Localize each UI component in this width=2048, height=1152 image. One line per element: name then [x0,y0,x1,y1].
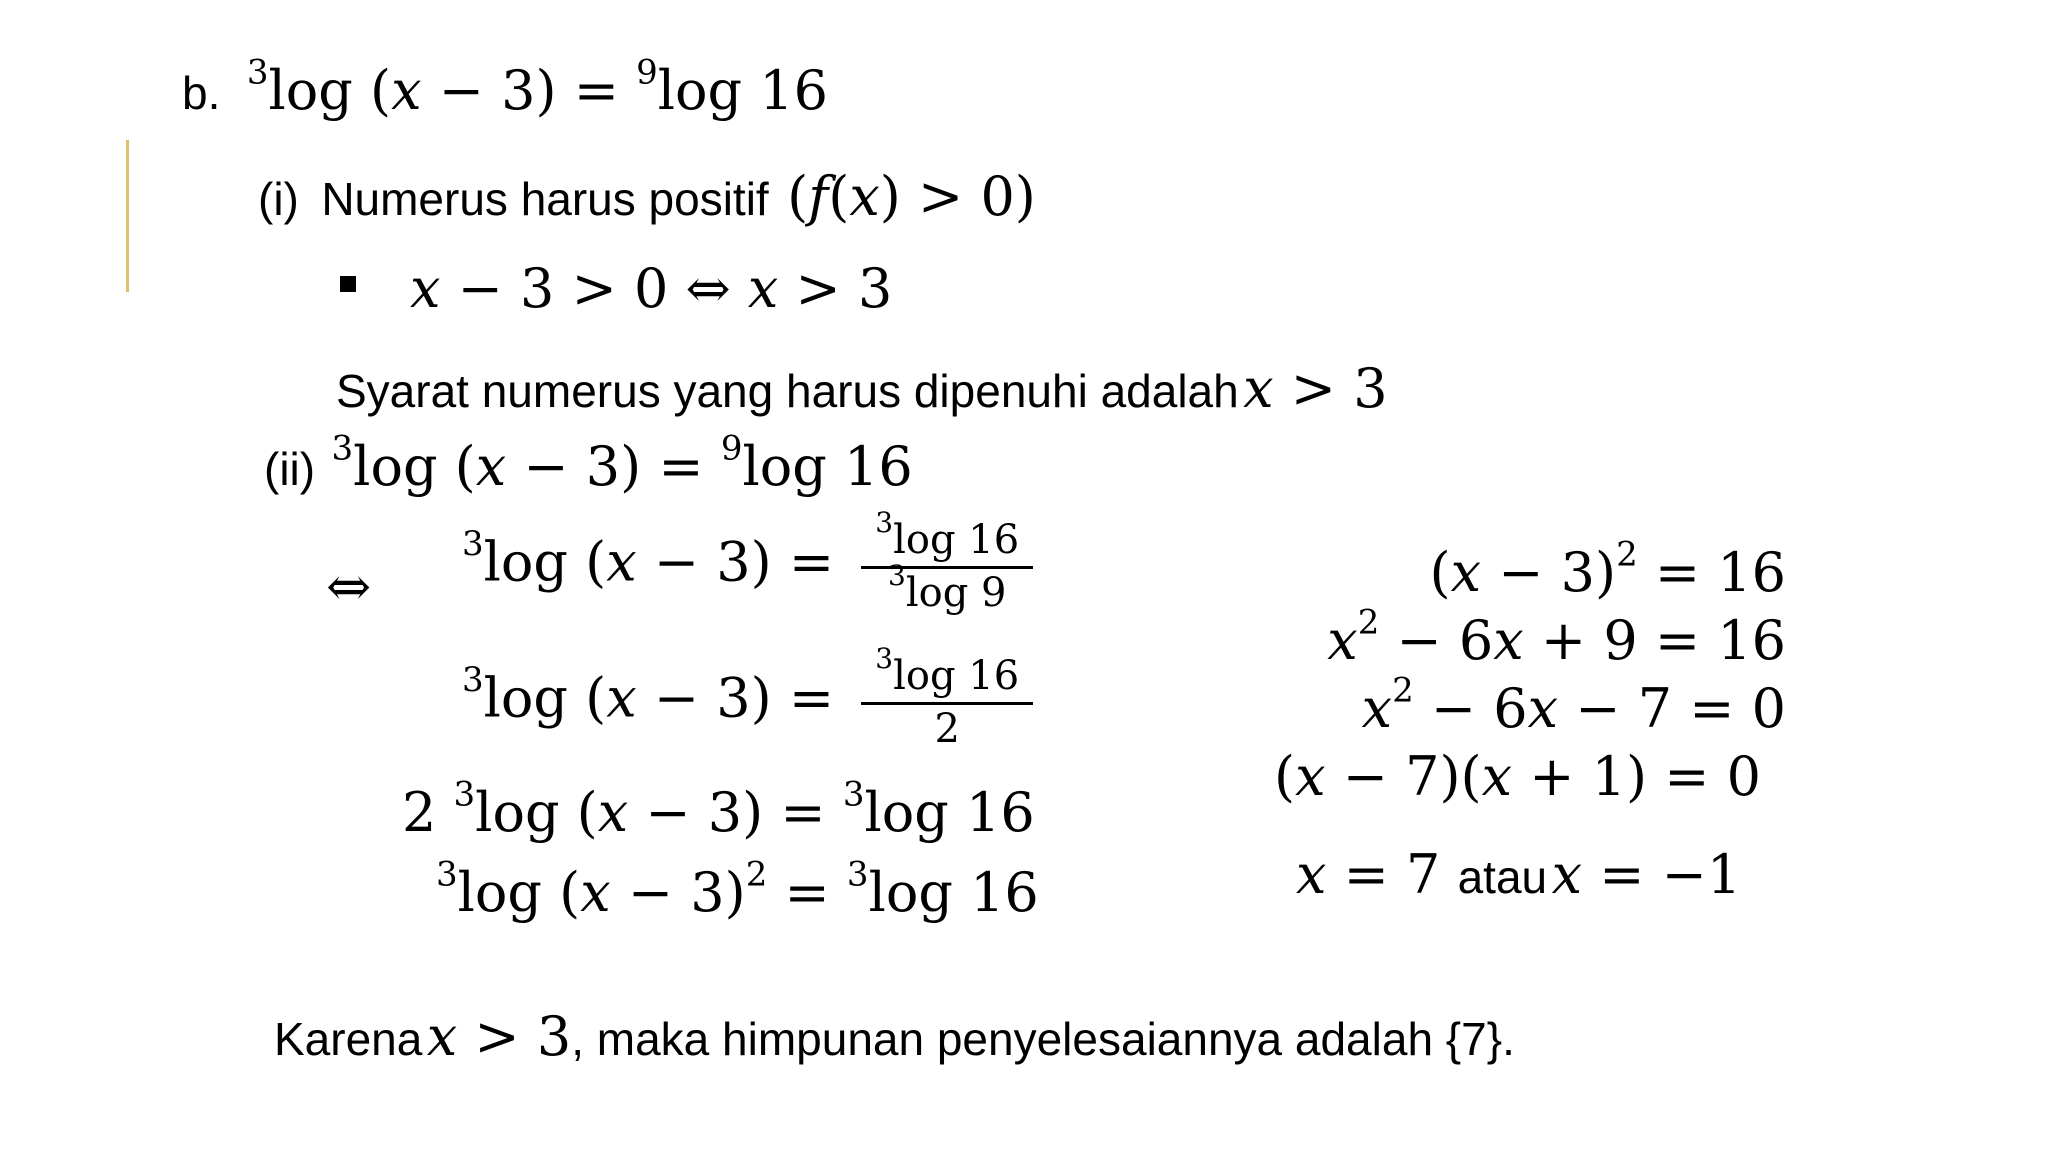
conclusion: Karena x > 3, maka himpunan penyelesaiannya adalah {7}. [274,1005,1515,1068]
bullet-square [340,276,356,292]
item-label: b. [182,67,221,119]
numerus-summary: Syarat numerus yang harus dipenuhi adalah x > 3 [336,357,1388,420]
fraction: $\frac{^3\log 16}{2}$ [861,656,1033,749]
solution-row-5: x = 7 atau x = −1 [1296,843,1742,906]
iff-symbol: ⇔ [326,555,372,618]
step-ii-line: (ii) $^3$log (x − 3) = $^9$log 16 [264,428,913,498]
derivation-line-2: $^3$log (x − 3) = $\frac{^3\log 16}{2}$ [462,656,1033,749]
step-i-text: Numerus harus positif [321,173,769,225]
heading: b. $^3$log (x − 3) = $^9$log 16 [182,52,828,122]
solution-row-3: $x^2 - 6x - 7 = 0$ [1361,670,1786,740]
solution-row-2: $x^2 - 6x + 9 = 16$ [1327,602,1786,672]
solution-row-1: $(x - 3)^2 = 16$ [1429,534,1786,604]
derivation-line-4: $^3$log $(x - 3)^2 = ^3\log$ 16 [436,854,1039,924]
derivation-line-1: $^3$log (x − 3) = $\frac{^3\log 16}{^3\log 9}$ [462,520,1033,613]
solution-row-4: (x − 7)(x + 1) = 0 [1274,745,1762,808]
step-ii-label: (ii) [264,443,316,495]
derivation-line-3: 2 $^3$log (x − 3) = $^3$log 16 [402,774,1035,844]
bullet-condition: x − 3 > 0 ⇔ x > 3 [410,257,893,320]
fraction: $\frac{^3\log 16}{^3\log 9}$ [861,520,1033,613]
accent-bar [126,140,129,292]
step-i-line: (i) Numerus harus positif (f(x) > 0) [258,165,1036,228]
step-i-label: (i) [258,173,299,225]
